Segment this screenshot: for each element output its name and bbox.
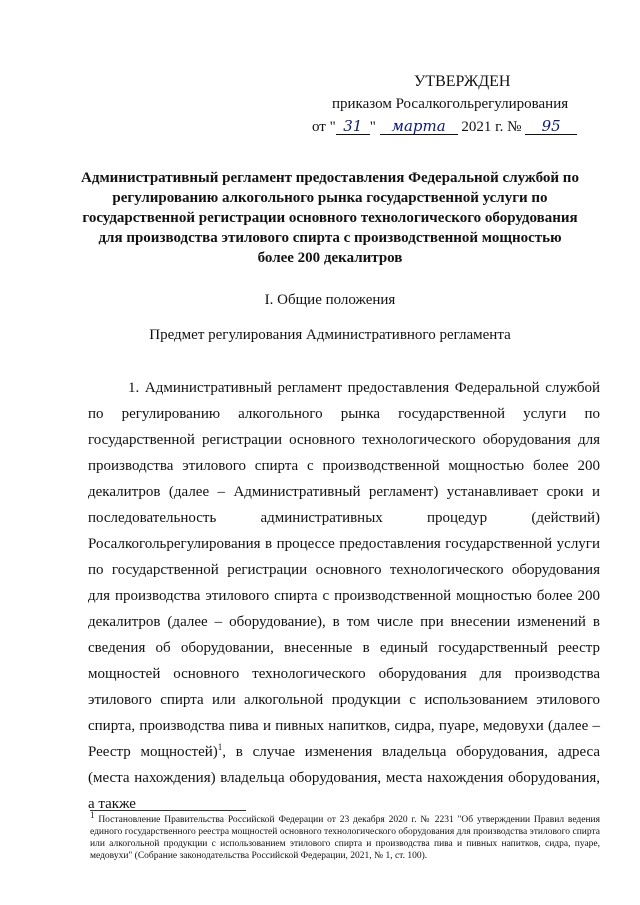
- handwritten-order-number: 95: [525, 118, 577, 135]
- footnote-text: Постановление Правительства Российской Федерации от 23 декабря 2020 г. № 2231 "Об утверждении Правил ведения единого государственного реестра мощностей основного технологического оборудования для производства этилового спирта или алкогольной продукции с использованием этилового спирта и производства пива и пивных напитков, сидра, пуаре, медовухи" (Собрание законодательства Российской Федерации, 2021, № 1, ст. 100).: [90, 815, 600, 861]
- approval-status: УТВЕРЖДЕН: [414, 73, 511, 90]
- year-suffix: 2021 г. №: [461, 119, 522, 135]
- paragraph-1: [88, 375, 600, 817]
- paragraph-1-continuation: , в случае изменения владельца оборудования, адреса (места нахождения) владельца оборудования, места нахождения оборудования, а также: [88, 744, 600, 812]
- body-text: [88, 375, 600, 817]
- handwritten-day: 31: [336, 118, 370, 135]
- handwritten-month: марта: [380, 118, 458, 135]
- footnote-reference[interactable]: 1: [217, 742, 223, 752]
- subject-heading: Предмет регулирования Административного регламента: [149, 327, 511, 343]
- footnote-divider: [90, 810, 246, 811]
- paragraph-1-text: 1. Административный регламент предоставления Федеральной службой по регулированию алкогольного рынка государственной услуги по государственной регистрации основного технологического оборудования для производства этилового спирта с производственной мощностью более 200 декалитров (далее – Административный регламент) устанавливает сроки и последовательность административных процедур (действий) Росалкогольрегулирования в процессе предоставления государственной услуги по государственной регистрации основного технологического оборудования для производства этилового спирта с производственной мощностью более 200 декалитров (далее – оборудование), в том числе при внесении изменений в сведения об оборудовании, внесенные в единый государственный реестр мощностей основного технологического оборудования для производства этилового спирта или алкогольной продукции с использованием этилового спирта, производства пива и пивных напитков, сидра, пуаре, медовухи (далее – Реестр мощностей): [88, 380, 600, 760]
- date-prefix: от ": [312, 119, 336, 135]
- footnote: [90, 809, 600, 862]
- footnote-marker: 1: [90, 809, 95, 820]
- approval-order-line: приказом Росалкогольрегулирования: [332, 96, 569, 112]
- date-quote-close: ": [369, 119, 376, 135]
- approval-date-line: [300, 116, 600, 139]
- approval-stamp: [300, 70, 600, 139]
- regulation-title: Административный регламент предоставления Федеральной службой по регулированию алкогольного рынка государственной услуги по государственной регистрации основного технологического оборудования для производства этилового спирта с производственной мощностью более 200 декалитров: [81, 170, 579, 266]
- section-title: I. Общие положения: [264, 292, 396, 308]
